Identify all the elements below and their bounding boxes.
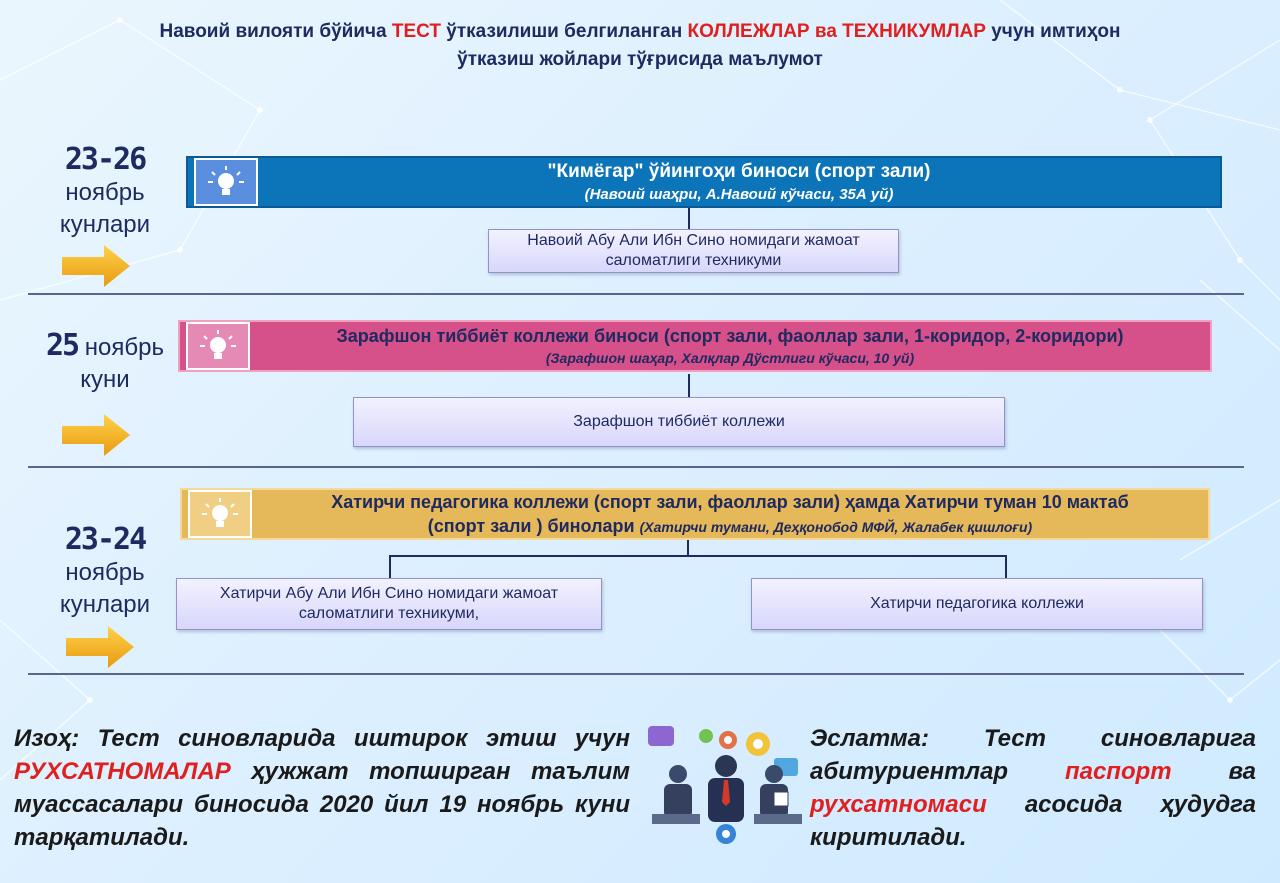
- venue-banner-kimyogar: [186, 156, 1222, 208]
- venue-address: (Хатирчи тумани, Деҳқонобод МФЙ, Жалабек қишлоғи): [639, 518, 1033, 535]
- venue-banner-zarafshon: [178, 320, 1212, 372]
- date-month: ноябрь: [65, 559, 145, 586]
- date-month: ноябрь: [65, 179, 145, 206]
- date-number: 25: [46, 328, 79, 363]
- venue-title: Зарафшон тиббиёт коллежи биноси (спорт зали, фаоллар зали, 1-коридор, 2-коридори): [336, 326, 1124, 346]
- note-left-text-2: ҳужжат топширган таълим муассасалари биносида 2020 йил 19 ноябрь куни тарқатилади.: [14, 758, 630, 851]
- note-right: [810, 722, 1256, 854]
- institution-box: Зарафшон тиббиёт коллежи: [353, 397, 1005, 447]
- date-number: 23-26: [64, 142, 146, 177]
- connector-line: [389, 555, 1007, 557]
- business-people-icon: [646, 722, 808, 852]
- title-part-5: учун имтиҳон: [985, 21, 1121, 42]
- venue-banner-xatirchi: [180, 488, 1210, 540]
- institution-box: Хатирчи педагогика коллежи: [751, 578, 1203, 630]
- connector-line: [1005, 555, 1007, 579]
- arrow-right-icon: [66, 626, 136, 668]
- note-left-text-1: Изоҳ: Тест синовларида иштирок этиш учун: [14, 725, 630, 752]
- connector-line: [687, 540, 689, 556]
- note-right-red-permit: рухсатномаси: [810, 791, 987, 818]
- venue-title-line-2-text: (спорт зали ) бинолари: [427, 515, 635, 536]
- note-left-red: РУХСАТНОМАЛАР: [14, 758, 231, 785]
- date-section-3: [20, 522, 190, 621]
- section-divider: [28, 673, 1244, 675]
- connector-line: [389, 555, 391, 579]
- section-divider: [28, 466, 1244, 468]
- date-days: кунлари: [59, 211, 151, 238]
- title-part-1: Навоий вилояти бўйича: [159, 21, 392, 42]
- arrow-right-icon: [62, 414, 132, 456]
- note-left: [14, 722, 630, 854]
- note-right-text-2: ва: [1171, 758, 1256, 785]
- date-section-2: [20, 330, 190, 396]
- lightbulb-icon: [186, 322, 250, 370]
- date-days: куни: [80, 366, 130, 393]
- venue-address: (Навоий шаҳри, А.Навоий кўчаси, 35А уй): [584, 186, 894, 203]
- title-line-2: ўтказиш жойлари тўғрисида маълумот: [457, 49, 823, 70]
- title-test: ТЕСТ: [391, 21, 442, 42]
- date-number: 23-24: [64, 522, 146, 557]
- date-month: ноябрь: [84, 334, 164, 361]
- note-right-red-passport: паспорт: [1064, 758, 1172, 785]
- title-part-3: ўтказилиши белгиланган: [441, 21, 688, 42]
- lightbulb-icon: [194, 158, 258, 206]
- date-days: кунлари: [59, 591, 151, 618]
- institution-box: Навоий Абу Али Ибн Сино номидаги жамоат саломатлиги техникуми: [488, 229, 899, 273]
- page-title: [40, 18, 1240, 74]
- arrow-right-icon: [62, 245, 132, 287]
- venue-title: "Кимёгар" ўйингоҳи биноси (спорт зали): [547, 161, 931, 182]
- institution-box: Хатирчи Абу Али Ибн Сино номидаги жамоат саломатлиги техникуми,: [176, 578, 602, 630]
- venue-title-line-2: [252, 516, 1208, 537]
- date-section-1: [20, 142, 190, 241]
- venue-address: (Зарафшон шаҳар, Халқлар Дўстлиги кўчаси, 10 уй): [545, 350, 915, 366]
- venue-title: Хатирчи педагогика коллежи (спорт зали, фаоллар зали) ҳамда Хатирчи туман 10 мактаб: [331, 491, 1129, 512]
- title-colleges: КОЛЛЕЖЛАР ва ТЕХНИКУМЛАР: [687, 21, 986, 42]
- lightbulb-icon: [188, 490, 252, 538]
- connector-line: [688, 208, 690, 230]
- section-divider: [28, 293, 1244, 295]
- note-right-text-1: Эслатма: Тест синовларига абитуриентлар: [810, 725, 1256, 785]
- connector-line: [688, 374, 690, 398]
- note-right-text-3: асосида ҳудудга киритилади.: [810, 791, 1256, 851]
